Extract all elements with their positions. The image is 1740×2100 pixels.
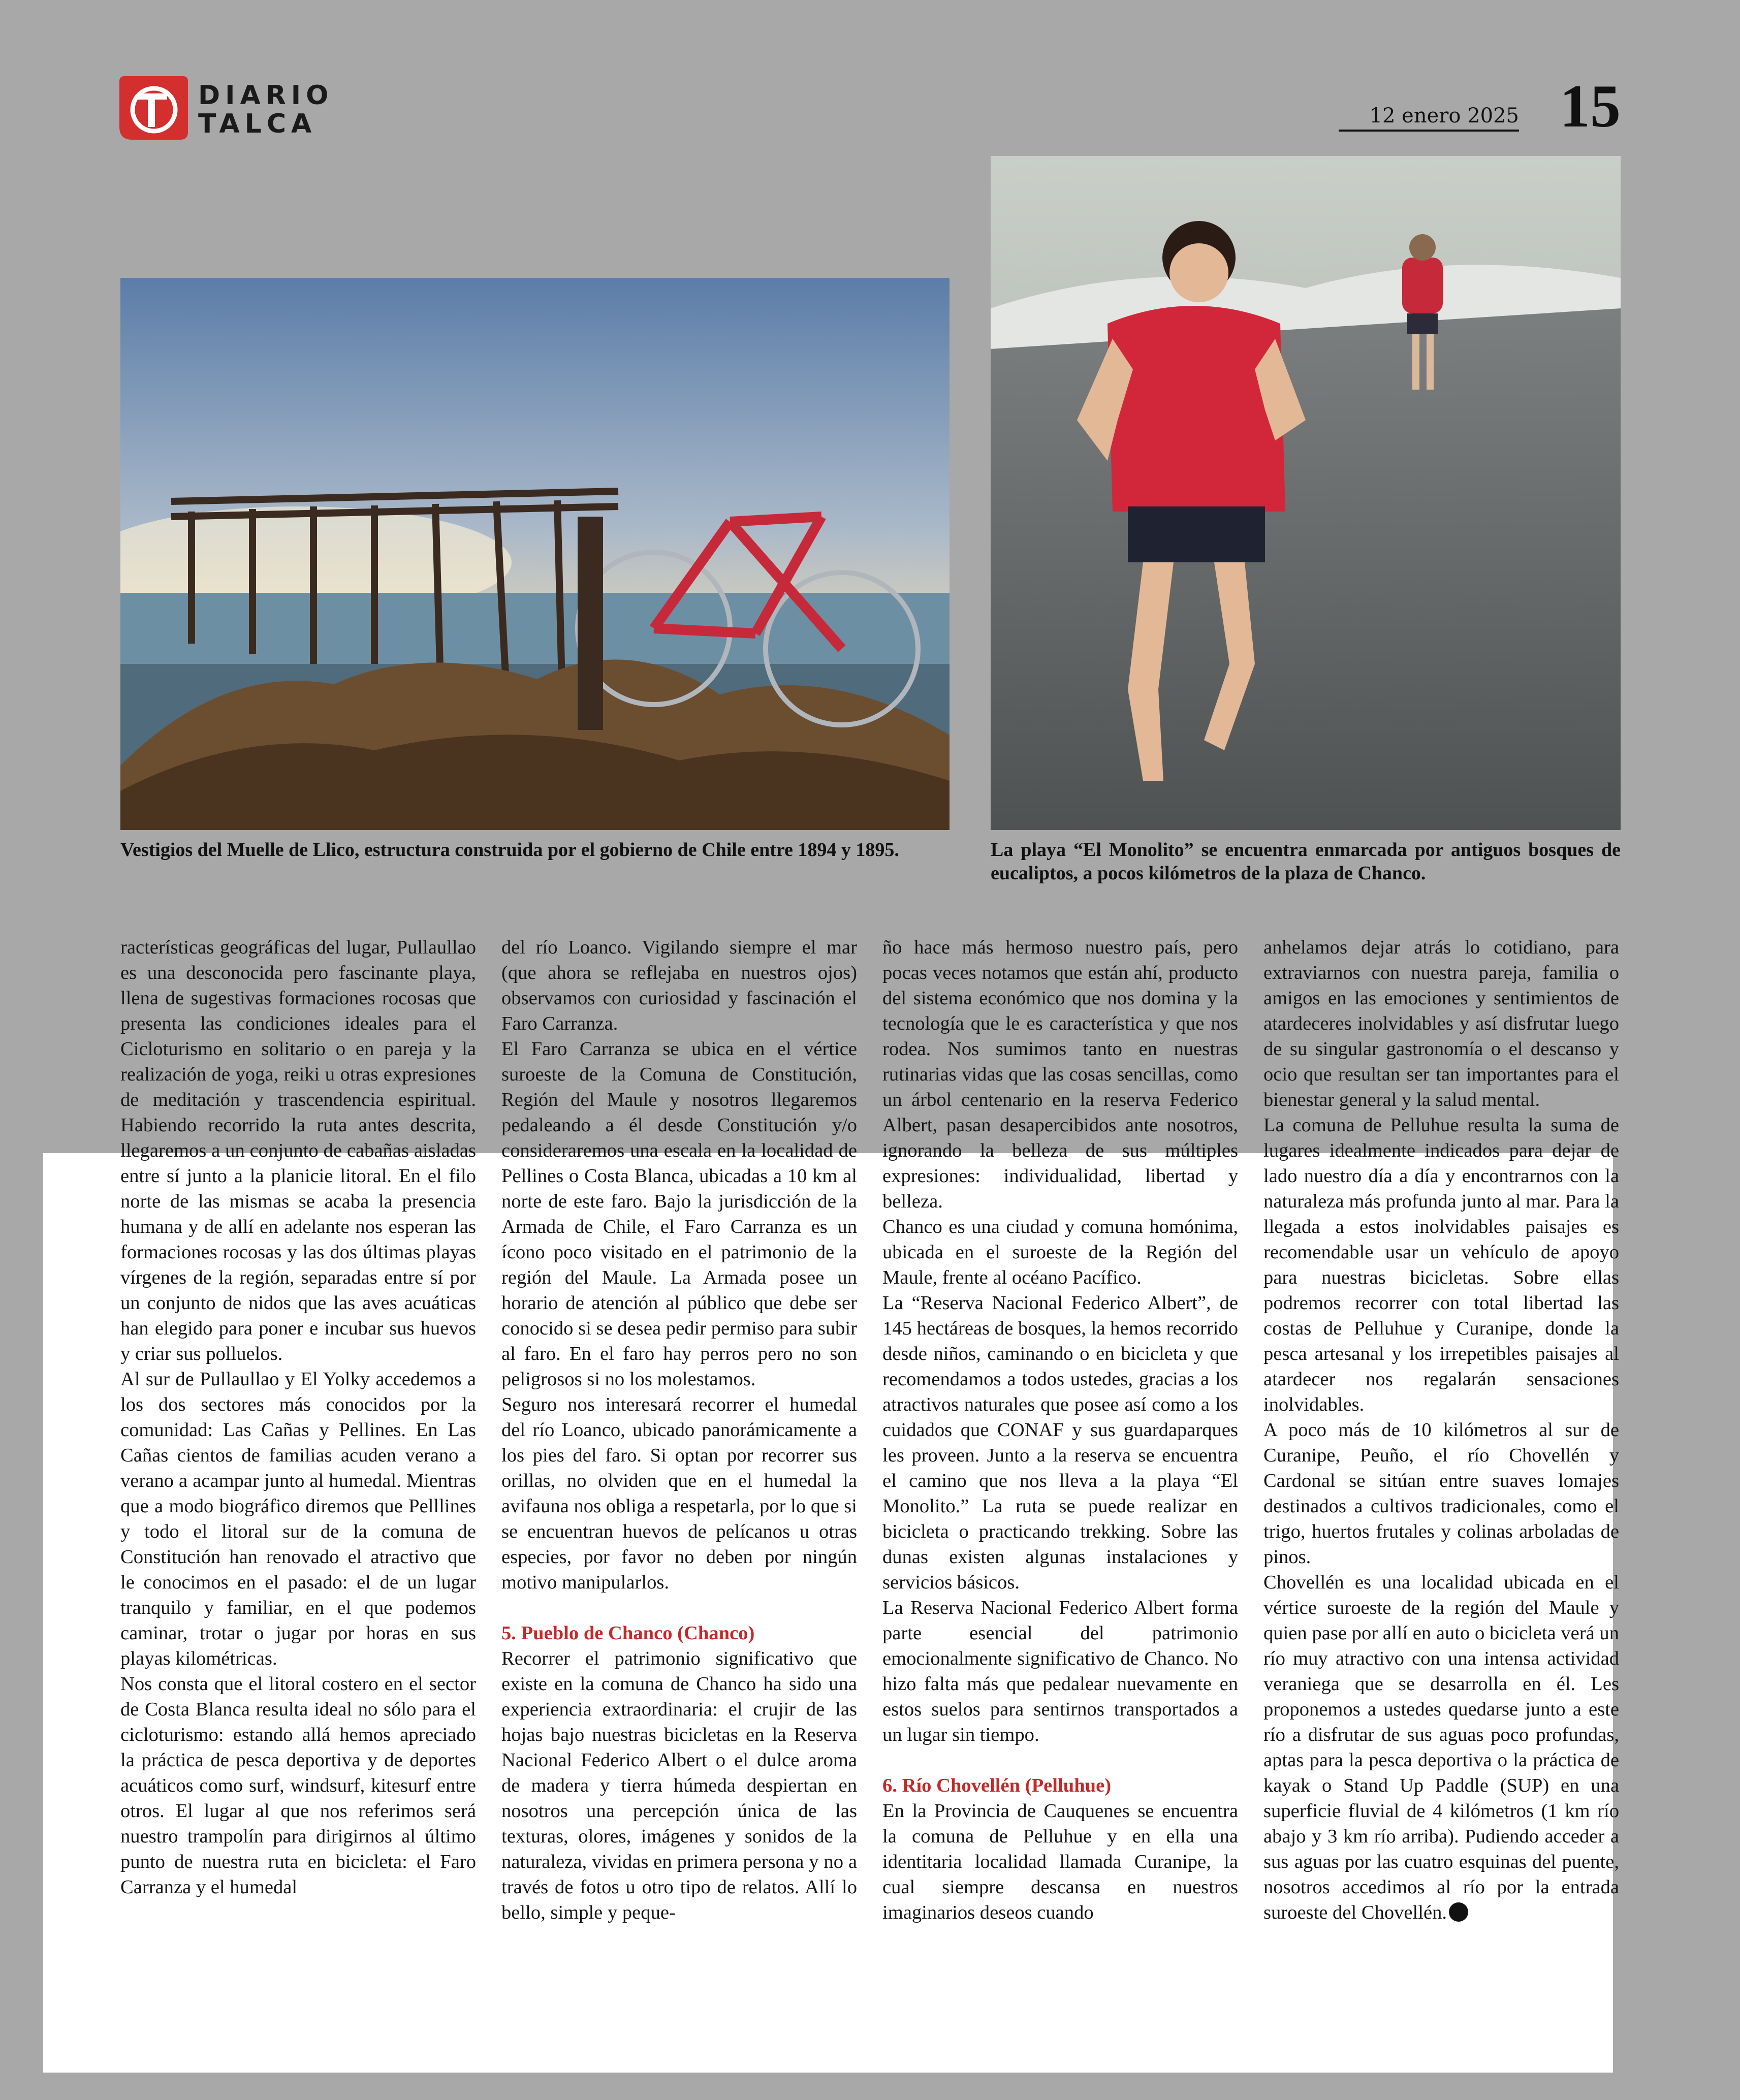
section-heading-chanco: 5. Pueblo de Chanco (Chanco) — [501, 1622, 755, 1644]
brand-line-2: TALCA — [198, 109, 317, 139]
text-column-2 — [501, 935, 857, 1925]
paragraph: El Faro Carranza se ubica en el vértice suroeste de la Comuna de Constitución, Región del Maule y nosotros llegaremos pedaleando a él desde Constitución y/o consideraremos una escala en la localidad de Pellines o Costa Blanca, ubicadas a 10 km al norte de este faro. Bajo la jurisdicción de la Armada de Chile, el Faro Carranza es un ícono poco visitado en el patrimonio de la región del Maule. La Armada posee un horario de atención al público que debe ser conocido si se desea pedir permiso para subir al faro. En el faro hay perros pero no son peligrosos si no los molestamos. — [501, 1038, 857, 1390]
paragraph: En la Provincia de Cauquenes se encuentra la comuna de Pelluhue y en ella una identitaria localidad llamada Curanipe, la cual siempre descansa en nuestros imaginarios deseos cuando — [882, 1800, 1238, 1923]
paragraph: Chanco es una ciudad y comuna homónima, ubicada en el suroeste de la Región del Maule, frente al océano Pacífico. — [882, 1216, 1238, 1288]
paragraph: La comuna de Pelluhue resulta la suma de lugares idealmente indicados para dejar de lado nuestro día a día y encontrarnos con la naturaleza más profunda junto al mar. Para la llegada a estos inolvidables paisajes es recomendable usar un vehículo de apoyo para nuestras bicicletas. Sobre ellas podremos recorrer con total libertad las costas de Pelluhue y Curanipe, donde la pesca artesanal y los irrepetibles paisajes al atardecer nos regalarán sensaciones inolvidables. — [1263, 1115, 1619, 1415]
diario-talca-logo-icon — [119, 76, 188, 140]
paragraph: Seguro nos interesará recorrer el humedal del río Loanco, ubicado panorámicamente a los pies del faro. Si optan por recorrer sus orillas, no olviden que en el humedal la avifauna nos obliga a respetarla, por lo que si se encuentran huevos de pelícanos u otras especies, por favor no deben por ningún motivo manipularlos. — [501, 1394, 857, 1593]
pier-bicycle-photo — [120, 278, 950, 830]
paragraph-final-text: Chovellén es una localidad ubicada en el vértice suroeste de la región del Maule y quien pase por allí en auto o bicicleta verá un río muy atractivo con una intensa actividad veraniega que se desarrolla en él. Les proponemos a ustedes quedarse junto a este río a disfrutar de sus aguas poco profundas, aptas para la pesca deportiva o la práctica de kayak o Stand Up Paddle (SUP) en una superficie fluvial de 4 kilómetros (1 km río abajo y 3 km río arriba). Pudiendo acceder a sus aguas por las cuatro esquinas del puente, nosotros accedimos al río por la entrada suroeste del Chovellén. — [1263, 1572, 1619, 1923]
brand-line-1: DIARIO — [198, 80, 334, 111]
text-column-1 — [120, 935, 476, 1900]
paragraph: Recorrer el patrimonio significativo que existe en la comuna de Chanco ha sido una experiencia extraordinaria: el crujir de las hojas bajo nuestras bicicletas en la Reserva Nacional Federico Albert o el dulce aroma de madera y tierra húmeda despiertan en nosotros una percepción única de las texturas, olores, imágenes y sonidos de la naturaleza, vividas en primera persona y no a través de fotos u otro tipo de relatos. Allí lo bello, simple y peque- — [501, 1648, 857, 1923]
issue-date: 12 enero 2025 — [1339, 104, 1519, 132]
brand-name — [198, 81, 333, 138]
photo-caption-right: La playa “El Monolito” se encuentra enmarcada por antiguos bosques de eucaliptos, a pocos kilómetros de la plaza de Chanco. — [991, 839, 1621, 884]
paragraph: La “Reserva Nacional Federico Albert”, de 145 hectáreas de bosques, la hemos recorrido desde niños, caminando o en bicicleta y que recomendamos a todos ustedes, gracias a los atractivos naturales que posee así como a los cuidados que CONAF y sus guardaparques les proveen. Junto a la reserva se encuentra el camino que nos lleva a la playa “El Monolito.” La ruta se puede realizar en bicicleta o practicando trekking. Sobre las dunas existen algunas instalaciones y servicios básicos. — [882, 1292, 1238, 1593]
paragraph: Al sur de Pullaullao y El Yolky accedemos a los dos sectores más conocidos por la comunidad: Las Cañas y Pellines. En Las Cañas cientos de familias acuden verano a verano a acampar junto al humedal. Mientras que a modo biográfico diremos que Pelllines y todo el litoral sur de la comuna de Constitución han renovado el atractivo que le conocimos en el pasado: el de un lugar tranquilo y familiar, en el que podemos caminar, trotar o jugar por horas en sus playas kilométricas. — [120, 1369, 476, 1669]
text-column-3 — [882, 935, 1238, 1925]
text-column-4 — [1263, 935, 1619, 1925]
end-of-article-icon — [1449, 1902, 1468, 1922]
paragraph: La Reserva Nacional Federico Albert forma parte esencial del patrimonio emocionalmente significativo de Chanco. No hizo falta más que pedalear nuevamente en estos suelos para sentirnos transportados a un lugar sin tiempo. — [882, 1597, 1238, 1745]
beach-runner-photo — [991, 156, 1621, 830]
paragraph: A poco más de 10 kilómetros al sur de Curanipe, Peuño, el río Chovellén y Cardonal se sitúan entre suaves lomajes destinados a cultivos tradicionales, como el trigo, huertos frutales y colinas arboladas de pinos. — [1263, 1419, 1619, 1568]
page-number: 15 — [1560, 72, 1621, 140]
photo-caption-left: Vestigios del Muelle de Llico, estructura construida por el gobierno de Chile entre 1894 y 1895. — [120, 839, 899, 861]
paragraph: racterísticas geográficas del lugar, Pullaullao es una desconocida pero fascinante playa, llena de sugestivas formaciones rocosas que presenta las condiciones ideales para el Cicloturismo en solitario o en pareja y la realización de yoga, reiki u otras expresiones de meditación y trascendencia espiritual. Habiendo recorrido la ruta antes descrita, llegaremos a un conjunto de cabañas aisladas entre sí junto a la planicie litoral. En el filo norte de las mismas se acaba la presencia humana y de allí en adelante nos esperan las formaciones rocosas y las dos últimas playas vírgenes de la región, separadas entre sí por un conjunto de nidos que las aves acuáticas han elegido para poner e incubar sus huevos y criar sus polluelos. — [120, 937, 476, 1364]
section-heading-chovellen: 6. Río Chovellén (Pelluhue) — [882, 1775, 1112, 1796]
paragraph-final — [1263, 1570, 1619, 1925]
paragraph: del río Loanco. Vigilando siempre el mar (que ahora se reflejaba en nuestros ojos) observamos con curiosidad y fascinación el Faro Carranza. — [501, 937, 857, 1034]
paragraph: ño hace más hermoso nuestro país, pero pocas veces notamos que están ahí, producto del sistema económico que nos domina y la tecnología que le es característica y que nos rodea. Nos sumimos tanto en nuestras rutinarias vidas que las cosas sencillas, como un árbol centenario en la reserva Federico Albert, pasan desapercibidos ante nosotros, ignorando la belleza de sus múltiples expresiones: individualidad, libertad y belleza. — [882, 937, 1238, 1212]
paragraph: Nos consta que el litoral costero en el sector de Costa Blanca resulta ideal no sólo para el cicloturismo: estando allá hemos apreciado la práctica de pesca deportiva y de deportes acuáticos como surf, windsurf, kitesurf entre otros. El lugar al que nos referimos será nuestro trampolín para dirigirnos al último punto de nuestra ruta en bicicleta: el Faro Carranza y el humedal — [120, 1673, 476, 1898]
paragraph: anhelamos dejar atrás lo cotidiano, para extraviarnos con nuestra pareja, familia o amigos en las emociones y sentimientos de atardeceres inolvidables y así disfrutar luego de su singular gastronomía o el descanso y ocio que resultan ser tan importantes para el bienestar general y la salud mental. — [1263, 937, 1619, 1110]
